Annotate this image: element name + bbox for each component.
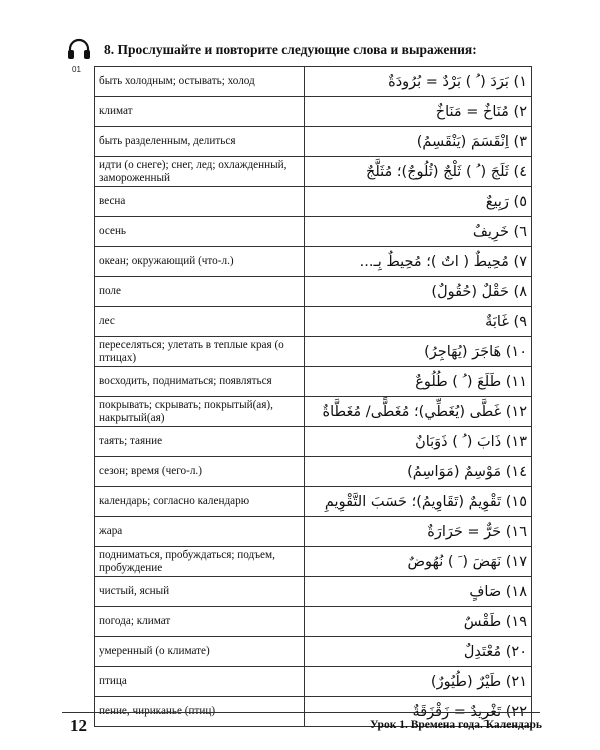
page-number: 12 bbox=[70, 716, 87, 735]
arabic-word: ٣) اِنْقَسَمَ (يَنْقَسِمُ) bbox=[305, 127, 532, 157]
arabic-word: ٥) رَبِيعٌ bbox=[305, 187, 532, 217]
russian-translation: жара bbox=[95, 517, 305, 547]
arabic-word: ٢) مُنَاخٌ = مَنَاخٌ bbox=[305, 97, 532, 127]
arabic-word: ٧) مُحِيطٌ ( اتٌ )؛ مُحِيطٌ بِـ... bbox=[305, 247, 532, 277]
footer-divider bbox=[62, 712, 540, 713]
vocab-row bbox=[95, 247, 532, 277]
arabic-word: ١٨) صَافٍ bbox=[305, 577, 532, 607]
vocab-row bbox=[95, 97, 532, 127]
lesson-title: Урок 1. Времена года. Календарь bbox=[370, 719, 542, 731]
arabic-word: ١٠) هَاجَرَ (يُهَاجِرُ) bbox=[305, 337, 532, 367]
russian-translation: календарь; согласно календарю bbox=[95, 487, 305, 517]
russian-translation: чистый, ясный bbox=[95, 577, 305, 607]
vocab-row bbox=[95, 217, 532, 247]
russian-translation: птица bbox=[95, 667, 305, 697]
russian-translation: сезон; время (чего-л.) bbox=[95, 457, 305, 487]
arabic-word: ١٧) نَهَضَ ( َ ) نُهُوضٌ bbox=[305, 547, 532, 577]
arabic-word: ٩) غَابَةٌ bbox=[305, 307, 532, 337]
russian-translation: покрывать; скрывать; покрытый(ая), накрытый(ая) bbox=[95, 397, 305, 427]
vocab-row bbox=[95, 457, 532, 487]
arabic-word: ١١) طَلَعَ ( ُ ) طُلُوعٌ bbox=[305, 367, 532, 397]
vocab-row bbox=[95, 67, 532, 97]
headphones-icon bbox=[66, 37, 92, 61]
audio-track-number: 01 bbox=[72, 65, 81, 74]
arabic-word: ١٤) مَوْسِمٌ (مَوَاسِمُ) bbox=[305, 457, 532, 487]
russian-translation: быть холодным; остывать; холод bbox=[95, 67, 305, 97]
russian-translation: весна bbox=[95, 187, 305, 217]
russian-translation: климат bbox=[95, 97, 305, 127]
vocab-row bbox=[95, 637, 532, 667]
vocab-row bbox=[95, 307, 532, 337]
vocab-row bbox=[95, 427, 532, 457]
vocabulary-table bbox=[94, 66, 532, 727]
russian-translation: идти (о снеге); снег, лед; охлажденный, замороженный bbox=[95, 157, 305, 187]
arabic-word: ٨) حَقْلٌ (حُقُولٌ) bbox=[305, 277, 532, 307]
russian-translation: океан; окружающий (что-л.) bbox=[95, 247, 305, 277]
arabic-word: ١٥) تَقْوِيمٌ (تَقَاوِيمُ)؛ حَسَبَ التَّقْوِيمِ bbox=[305, 487, 532, 517]
vocab-row bbox=[95, 367, 532, 397]
vocab-row bbox=[95, 277, 532, 307]
russian-translation: осень bbox=[95, 217, 305, 247]
russian-translation: таять; таяние bbox=[95, 427, 305, 457]
vocab-row bbox=[95, 337, 532, 367]
vocab-row bbox=[95, 607, 532, 637]
arabic-word: ١٩) طَقْسٌ bbox=[305, 607, 532, 637]
russian-translation: подниматься, пробуждаться; подъем, пробуждение bbox=[95, 547, 305, 577]
vocab-row bbox=[95, 577, 532, 607]
vocab-row bbox=[95, 397, 532, 427]
vocab-row bbox=[95, 487, 532, 517]
arabic-word: ٢١) طَيْرٌ (طُيُورٌ) bbox=[305, 667, 532, 697]
vocab-row bbox=[95, 517, 532, 547]
arabic-word: ٤) ثَلَجَ ( ُ ) ثَلْجٌ (ثُلُوجٌ)؛ مُثَلَّجٌ bbox=[305, 157, 532, 187]
russian-translation: переселяться; улетать в теплые края (о птицах) bbox=[95, 337, 305, 367]
vocab-row bbox=[95, 127, 532, 157]
russian-translation: лес bbox=[95, 307, 305, 337]
arabic-word: ١٦) حَرٌّ = حَرَارَةٌ bbox=[305, 517, 532, 547]
vocab-row bbox=[95, 187, 532, 217]
russian-translation: погода; климат bbox=[95, 607, 305, 637]
arabic-word: ٦) خَرِيفٌ bbox=[305, 217, 532, 247]
exercise-title: 8. Прослушайте и повторите следующие слова и выражения: bbox=[104, 42, 477, 57]
russian-translation: восходить, подниматься; появляться bbox=[95, 367, 305, 397]
russian-translation: быть разделенным, делиться bbox=[95, 127, 305, 157]
arabic-word: ١٢) غَطَّى (يُغَطِّي)؛ مُغَطًّى/ مُغَطَّاةٌ bbox=[305, 397, 532, 427]
vocab-row bbox=[95, 547, 532, 577]
vocab-row bbox=[95, 667, 532, 697]
arabic-word: ١٣) ذَابَ ( ُ ) ذَوَبَانٌ bbox=[305, 427, 532, 457]
russian-translation: поле bbox=[95, 277, 305, 307]
arabic-word: ٢٠) مُعْتَدِلٌ bbox=[305, 637, 532, 667]
russian-translation: умеренный (о климате) bbox=[95, 637, 305, 667]
arabic-word: ١) بَرَدَ ( ُ ) بَرْدٌ = بُرُودَةٌ bbox=[305, 67, 532, 97]
arabic-word: ٢٢) تَغْرِيدٌ = زَقْزَقَةٌ bbox=[305, 697, 532, 727]
russian-translation: пение, чириканье (птиц) bbox=[95, 697, 305, 727]
vocab-row bbox=[95, 157, 532, 187]
